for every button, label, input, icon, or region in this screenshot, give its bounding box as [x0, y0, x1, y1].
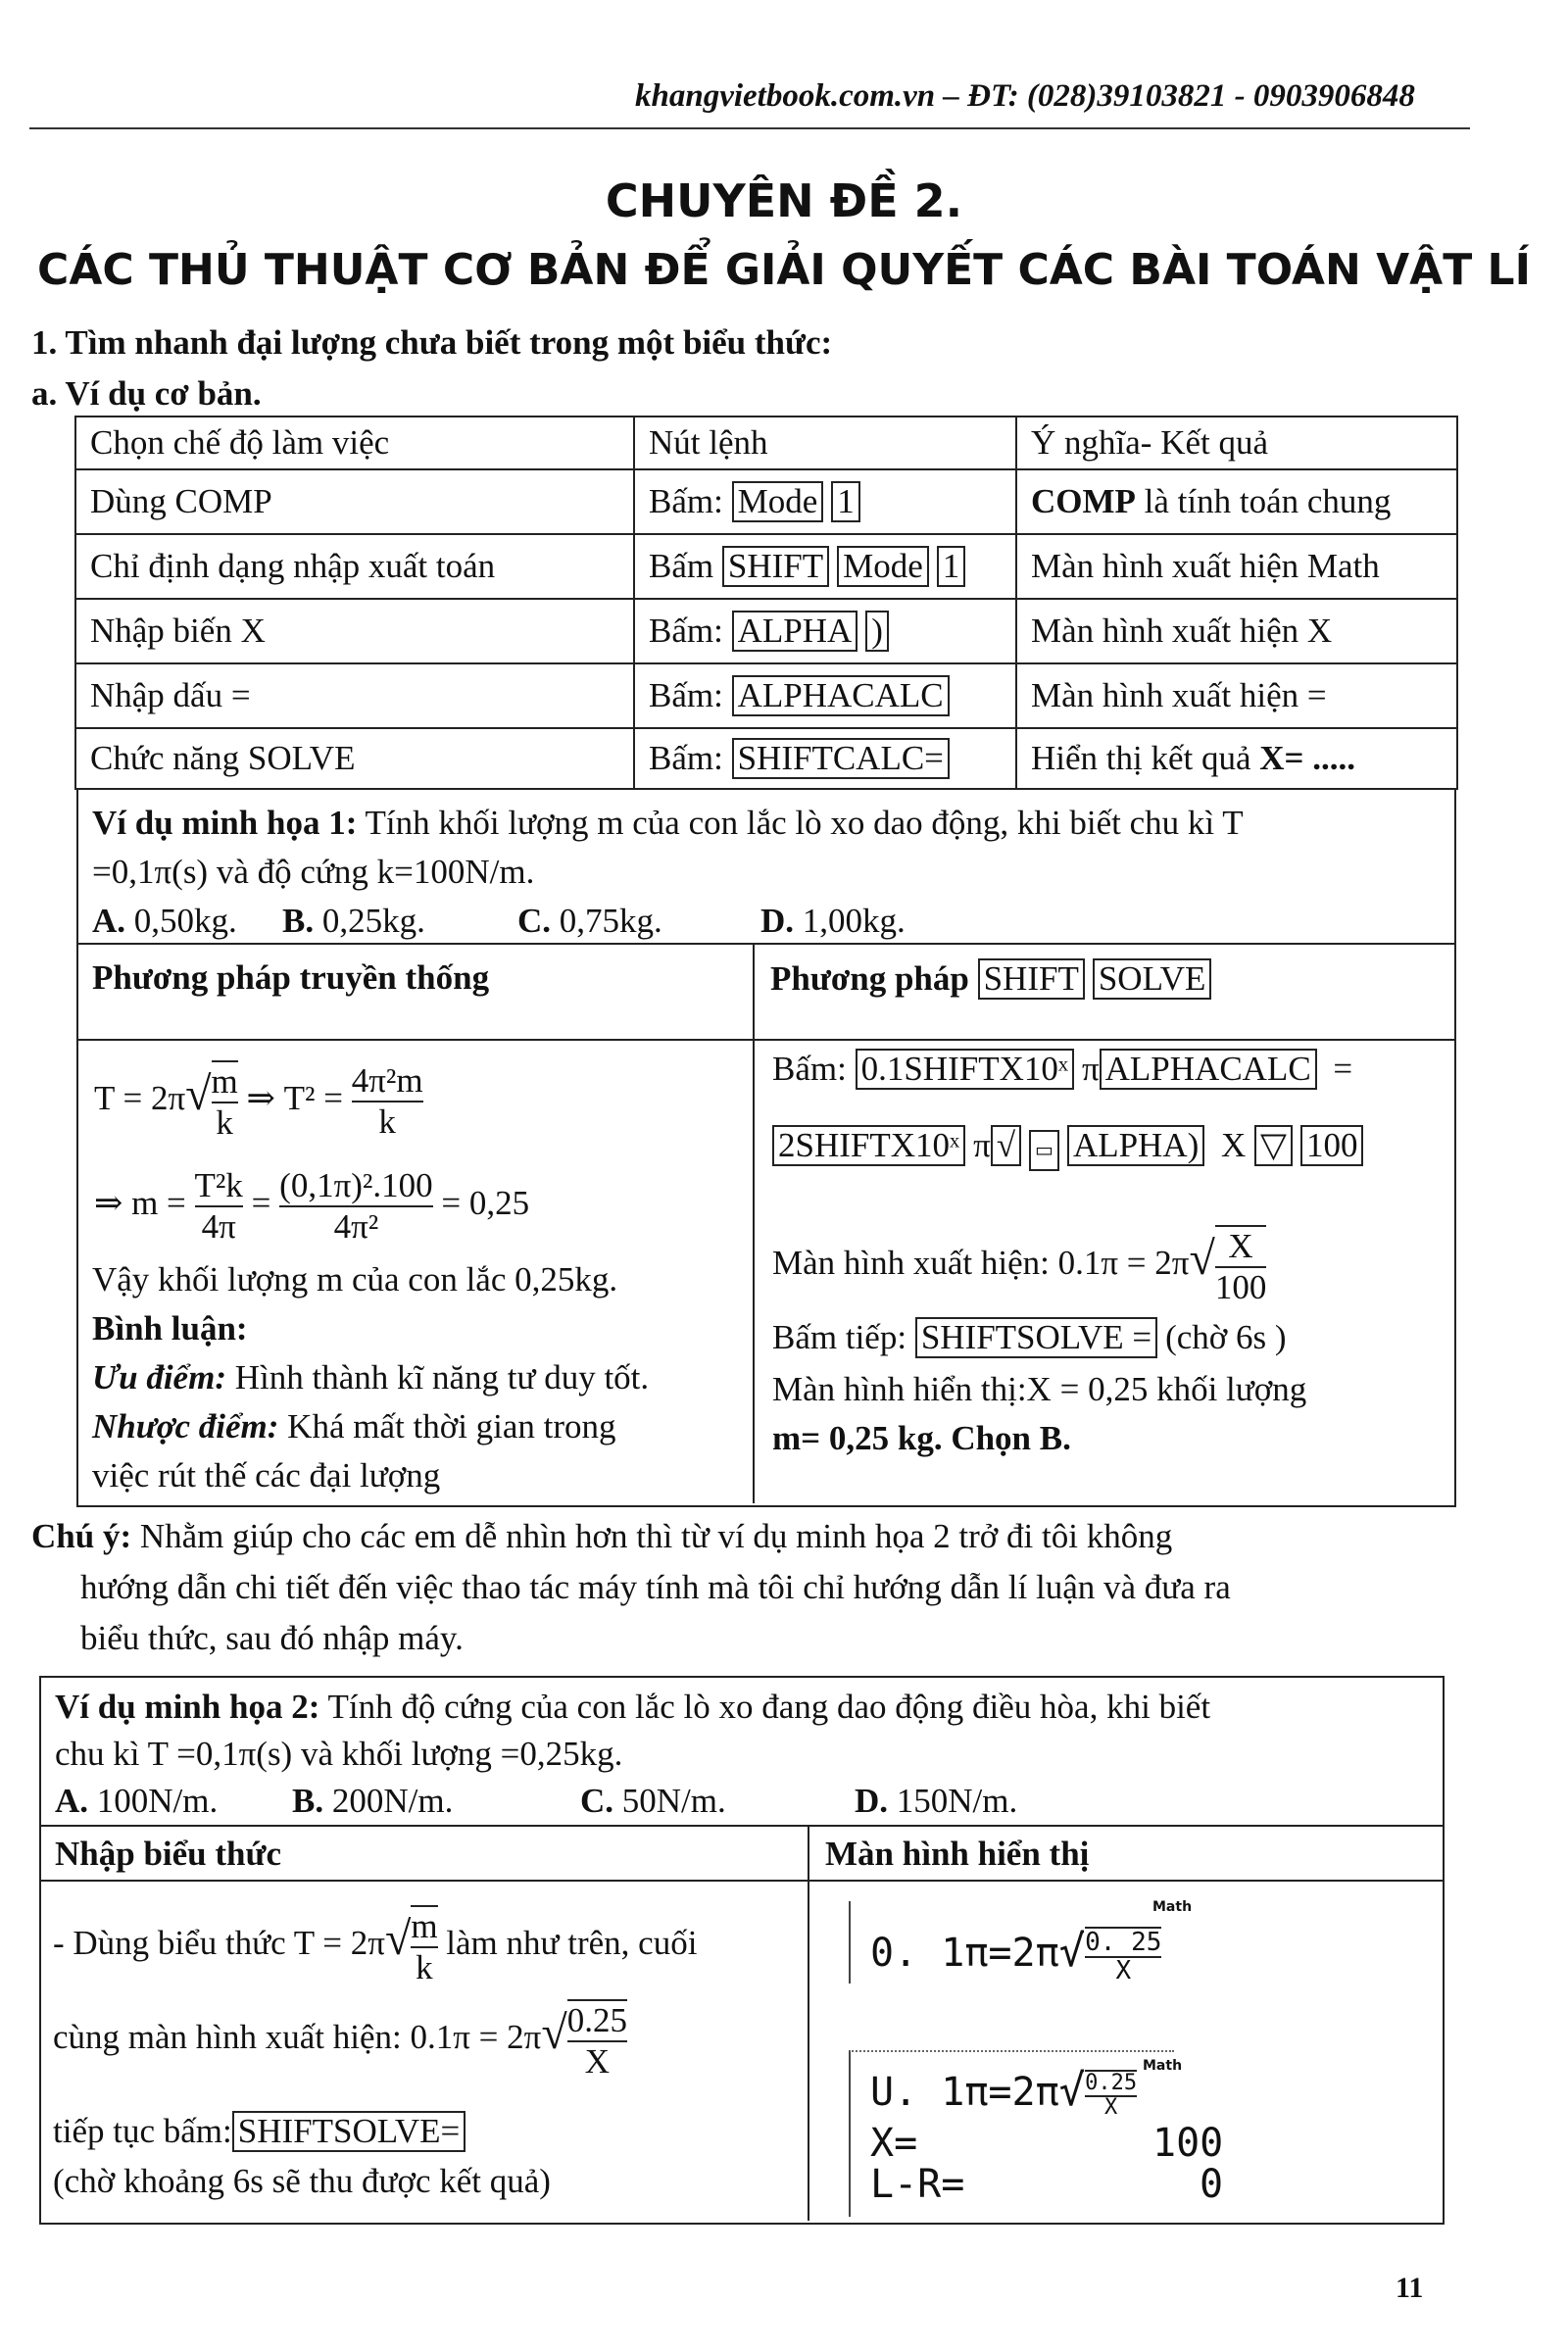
table-row [75, 469, 1457, 534]
comment-label: Bình luận: [92, 1309, 248, 1348]
calc-key: 0.1SHIFTX10ˣ [856, 1049, 1074, 1090]
site-header: khangvietbook.com.vn – ĐT: (028)39103821 - 0903906848 [635, 78, 1415, 114]
calc-key: 1 [937, 546, 966, 587]
note-text-2: hướng dẫn chi tiết đến việc thao tác máy tính mà tôi chỉ hướng dẫn lí luận và đưa ra [80, 1568, 1231, 1606]
con-line [92, 1407, 616, 1446]
step-4: (chờ khoảng 6s sẽ thu được kết quả) [53, 2162, 551, 2200]
press-label: Bấm: [649, 612, 723, 650]
fraction-num: 0.25 [567, 2001, 627, 2042]
page-number: 11 [1396, 2272, 1424, 2304]
example-1-line-1 [92, 804, 1244, 843]
fraction-den: k [378, 1102, 396, 1141]
con-text-1: Khá mất thời gian trong [287, 1407, 616, 1446]
calc-key: ▽ [1254, 1125, 1293, 1166]
calc-key: SOLVE [1093, 958, 1212, 1000]
option [760, 902, 906, 941]
lcd-lr-value: 0 [1200, 2162, 1224, 2207]
option-letter: A. [55, 1782, 89, 1820]
traditional-method-header: Phương pháp truyền thống [92, 958, 490, 997]
example-2-label: Ví dụ minh họa 2: [55, 1688, 320, 1726]
calc-key: ALPHA [732, 611, 858, 652]
fraction-den: 4π [201, 1207, 236, 1246]
example-2-text-2: chu kì T =0,1π(s) và khối lượng =0,25kg. [55, 1735, 623, 1773]
example-1-label: Ví dụ minh họa 1: [92, 804, 358, 842]
option-value: 0,25kg. [321, 902, 425, 940]
calc-key: ) [865, 611, 889, 652]
option-value: 0,75kg. [559, 902, 662, 940]
step-2 [53, 1999, 627, 2082]
result-bold: COMP [1031, 482, 1136, 520]
lcd-lhs: 0. 1π=2π [870, 1931, 1059, 1976]
option-value: 150N/m. [896, 1782, 1018, 1820]
note-line-1 [31, 1517, 1172, 1556]
formula-line-1 [94, 1060, 423, 1143]
option [292, 1782, 453, 1821]
table-cell [1016, 469, 1457, 534]
option-value: 1,00kg. [802, 902, 906, 940]
sqrt-icon: √ [185, 1068, 212, 1121]
option [282, 902, 425, 941]
table-cell: Màn hình xuất hiện = [1016, 663, 1457, 728]
option-letter: C. [517, 902, 552, 940]
sqrt-icon: √ [1058, 1927, 1086, 1977]
calc-key: 100 [1300, 1125, 1364, 1166]
fraction-m-k [212, 1060, 238, 1143]
sqrt-key: √ [991, 1125, 1021, 1166]
example-1-text-1: Tính khối lượng m của con lắc lò xo dao động, khi biết chu kì T [365, 804, 1244, 842]
result-text: Hiển thị kết quả [1031, 739, 1251, 777]
calc-display-1: Màn hình hiển thị:X = 0,25 khối lượng [772, 1370, 1307, 1408]
table-cell: Màn hình xuất hiện Math [1016, 534, 1457, 599]
calc-key: SHIFTSOLVE = [915, 1317, 1157, 1358]
calc-key: Mode [732, 481, 824, 522]
table-row [75, 599, 1457, 663]
lcd-math-indicator: Math [1143, 2058, 1183, 2074]
press-label: Bấm: [649, 676, 723, 714]
step-1-suffix: làm như trên, cuối [446, 1924, 698, 1963]
calc-screen-line [772, 1225, 1266, 1307]
formula-line-2 [94, 1166, 529, 1247]
calc-key: 2SHIFTX10ˣ [772, 1125, 965, 1166]
option-letter: D. [855, 1782, 889, 1820]
fraction-value [279, 1166, 432, 1247]
calc-key: SHIFT [978, 958, 1085, 1000]
note-label: Chú ý: [31, 1517, 132, 1555]
example-2-divider [39, 1825, 1443, 1827]
step-1 [53, 1905, 697, 1987]
option [55, 1782, 218, 1821]
table-row [75, 534, 1457, 599]
table-header-cell: Nút lệnh [634, 416, 1016, 469]
option-value: 50N/m. [621, 1782, 726, 1820]
lcd-math-indicator: Math [1152, 1899, 1193, 1915]
sqrt-icon: √ [1189, 1233, 1215, 1286]
press-label: Bấm: [649, 482, 723, 520]
fraction-den: 100 [1214, 1268, 1267, 1306]
input-expression-header: Nhập biểu thức [55, 1835, 282, 1873]
table-header-row [75, 416, 1457, 469]
sqrt-icon: √ [541, 2007, 567, 2060]
formula-arrow-2: ⇒ m = [94, 1184, 186, 1223]
lcd-fraction [1085, 1927, 1161, 1984]
section-1-text: Tìm nhanh đại lượng chưa biết trong một biểu thức: [65, 323, 833, 362]
sqrt-icon: √ [384, 1913, 412, 1966]
result-bold: X= ..... [1259, 739, 1356, 777]
option [92, 902, 237, 941]
table-cell [634, 534, 1016, 599]
formula-eq: = [251, 1184, 271, 1223]
formula-T: T = 2π [94, 1079, 186, 1118]
table-cell [634, 663, 1016, 728]
option [580, 1782, 726, 1821]
pi-symbol: π [973, 1126, 991, 1164]
table-cell [1016, 728, 1457, 789]
screen-lhs: 0.1π = 2π [1057, 1244, 1190, 1283]
section-a-number: a. [31, 374, 58, 413]
chapter-title: CHUYÊN ĐỀ 2. [605, 174, 963, 227]
con-text-2: việc rút thế các đại lượng [92, 1456, 441, 1494]
header-rule [29, 127, 1470, 129]
note-text-1: Nhằm giúp cho các em dễ nhìn hơn thì từ ví dụ minh họa 2 trở đi tôi không [139, 1517, 1173, 1555]
calc-key: ALPHA) [1067, 1125, 1204, 1166]
formula-result: = 0,25 [441, 1184, 530, 1223]
calc-line-2 [772, 1125, 1371, 1171]
lcd-lr-label: L-R= [870, 2162, 965, 2207]
table-cell [634, 599, 1016, 663]
table-row [75, 663, 1457, 728]
fraction-num: 4π²m [352, 1061, 423, 1102]
fraction-key-icon: ▭ [1029, 1130, 1059, 1171]
lcd-x-label: X= [870, 2121, 918, 2166]
basic-table [74, 416, 1458, 790]
table-row [75, 728, 1457, 789]
pro-text: Hình thành kĩ năng tư duy tốt. [234, 1358, 650, 1396]
press-label: Bấm [649, 547, 714, 585]
fraction-025-x [567, 1999, 627, 2082]
example-2-line-1 [55, 1688, 1210, 1727]
step-2-prefix: cùng màn hình xuất hiện: [53, 2018, 402, 2057]
option-letter: C. [580, 1782, 614, 1820]
option-value: 200N/m. [331, 1782, 454, 1820]
calc-line-1 [772, 1049, 1352, 1090]
next-wait: (chờ 6s ) [1165, 1318, 1287, 1356]
fraction-num: X [1215, 1227, 1267, 1268]
option-letter: D. [760, 902, 795, 940]
fraction-num: 0. 25 [1085, 1928, 1162, 1957]
result-text: là tính toán chung [1144, 482, 1392, 520]
option [855, 1782, 1017, 1821]
fraction-den: X [1115, 1956, 1132, 1985]
option-value: 0,50kg. [133, 902, 237, 940]
fraction-den: X [584, 2042, 610, 2081]
table-cell: Dùng COMP [75, 469, 634, 534]
calc-key: SHIFTCALC= [732, 738, 950, 779]
example-2-text-1: Tính độ cứng của con lắc lò xo đang dao động điều hòa, khi biết [327, 1688, 1211, 1726]
step-2-lhs: 0.1π = 2π [410, 2018, 542, 2057]
option-value: 100N/m. [96, 1782, 219, 1820]
table-cell [634, 728, 1016, 789]
calc-key: 1 [831, 481, 860, 522]
solve-method-label: Phương pháp [770, 959, 969, 998]
calc-key: ALPHACALC [1100, 1049, 1317, 1090]
sqrt-icon: √ [1058, 2066, 1086, 2116]
example-1-text-2: =0,1π(s) và độ cứng k=100N/m. [92, 853, 535, 891]
lcd-lhs: U. 1π=2π [870, 2070, 1059, 2115]
calc-key: ALPHACALC [732, 675, 950, 716]
equals-symbol: = [1333, 1050, 1353, 1088]
section-a-text: Ví dụ cơ bản. [65, 374, 262, 413]
table-header-cell: Ý nghĩa- Kết quả [1016, 416, 1457, 469]
fraction-den: k [216, 1103, 233, 1142]
fraction-num: m [411, 1907, 437, 1948]
fraction-4pi2m-k [352, 1061, 423, 1142]
step-3 [53, 2111, 473, 2152]
section-1-number: 1. [31, 323, 58, 362]
fraction-m-k [411, 1905, 437, 1987]
fraction-den: X [1104, 2095, 1118, 2120]
calc-key: SHIFTSOLVE= [232, 2111, 466, 2152]
pro-line [92, 1358, 649, 1397]
lcd-2-expression [870, 2066, 1137, 2119]
table-cell: Chỉ định dạng nhập xuất toán [75, 534, 634, 599]
pi-symbol: π [1081, 1050, 1100, 1088]
fraction-num: T²k [195, 1166, 243, 1207]
lcd-1-expression [870, 1927, 1161, 1984]
fraction-num: 0.25 [1085, 2071, 1138, 2095]
fraction-den: 4π² [333, 1207, 379, 1246]
option-letter: A. [92, 902, 126, 940]
table-cell: Chức năng SOLVE [75, 728, 634, 789]
fraction-den: k [416, 1948, 433, 1986]
example-1-header-divider [76, 1039, 1454, 1041]
example-2-col-divider [808, 1825, 809, 2221]
table-cell: Nhập dấu = [75, 663, 634, 728]
section-1-heading [31, 323, 832, 363]
calc-next-line [772, 1317, 1287, 1358]
option-letter: B. [282, 902, 315, 940]
next-label: Bấm tiếp: [772, 1318, 907, 1356]
step-1-prefix: - Dùng biểu thức [53, 1924, 286, 1963]
option [517, 902, 662, 941]
pro-label: Ưu điểm: [92, 1358, 226, 1396]
calc-key: SHIFT [722, 546, 829, 587]
table-cell: Màn hình xuất hiện X [1016, 599, 1457, 663]
note-text-3: biểu thức, sau đó nhập máy. [80, 1619, 464, 1657]
lcd-x-value: 100 [1152, 2121, 1224, 2166]
screen-label: Màn hình xuất hiện: [772, 1244, 1050, 1283]
fraction-x-100 [1215, 1225, 1267, 1307]
conclusion: Vậy khối lượng m của con lắc 0,25kg. [92, 1260, 618, 1298]
table-header-cell: Chọn chế độ làm việc [75, 416, 634, 469]
solve-method-header [770, 958, 1219, 1000]
calc-key: Mode [837, 546, 929, 587]
press-label: Bấm: [649, 739, 723, 777]
press-label: Bấm: [772, 1050, 847, 1088]
chapter-subtitle: CÁC THỦ THUẬT CƠ BẢN ĐỂ GIẢI QUYẾT CÁC BÀI TOÁN VẬT LÍ [37, 245, 1531, 295]
lcd-fraction [1085, 2070, 1137, 2119]
example-2-header-divider [39, 1880, 1443, 1882]
step-3-prefix: tiếp tục bấm: [53, 2112, 232, 2150]
calc-display-2: m= 0,25 kg. Chọn B. [772, 1419, 1071, 1457]
example-1-col-divider [753, 943, 755, 1503]
table-cell: Nhập biến X [75, 599, 634, 663]
step-1-T: T = 2π [293, 1924, 385, 1963]
fraction-num: (0,1π)².100 [279, 1166, 432, 1207]
con-label: Nhược điểm: [92, 1407, 279, 1446]
formula-arrow-1: ⇒ T² = [246, 1079, 343, 1118]
option-letter: B. [292, 1782, 324, 1820]
screen-display-header: Màn hình hiển thị [825, 1835, 1090, 1873]
x-var: X [1221, 1126, 1247, 1164]
fraction-T2k-4pi [195, 1166, 243, 1247]
section-a-heading [31, 374, 262, 414]
fraction-num: m [212, 1062, 238, 1103]
table-cell [634, 469, 1016, 534]
example-1-divider [76, 943, 1454, 945]
